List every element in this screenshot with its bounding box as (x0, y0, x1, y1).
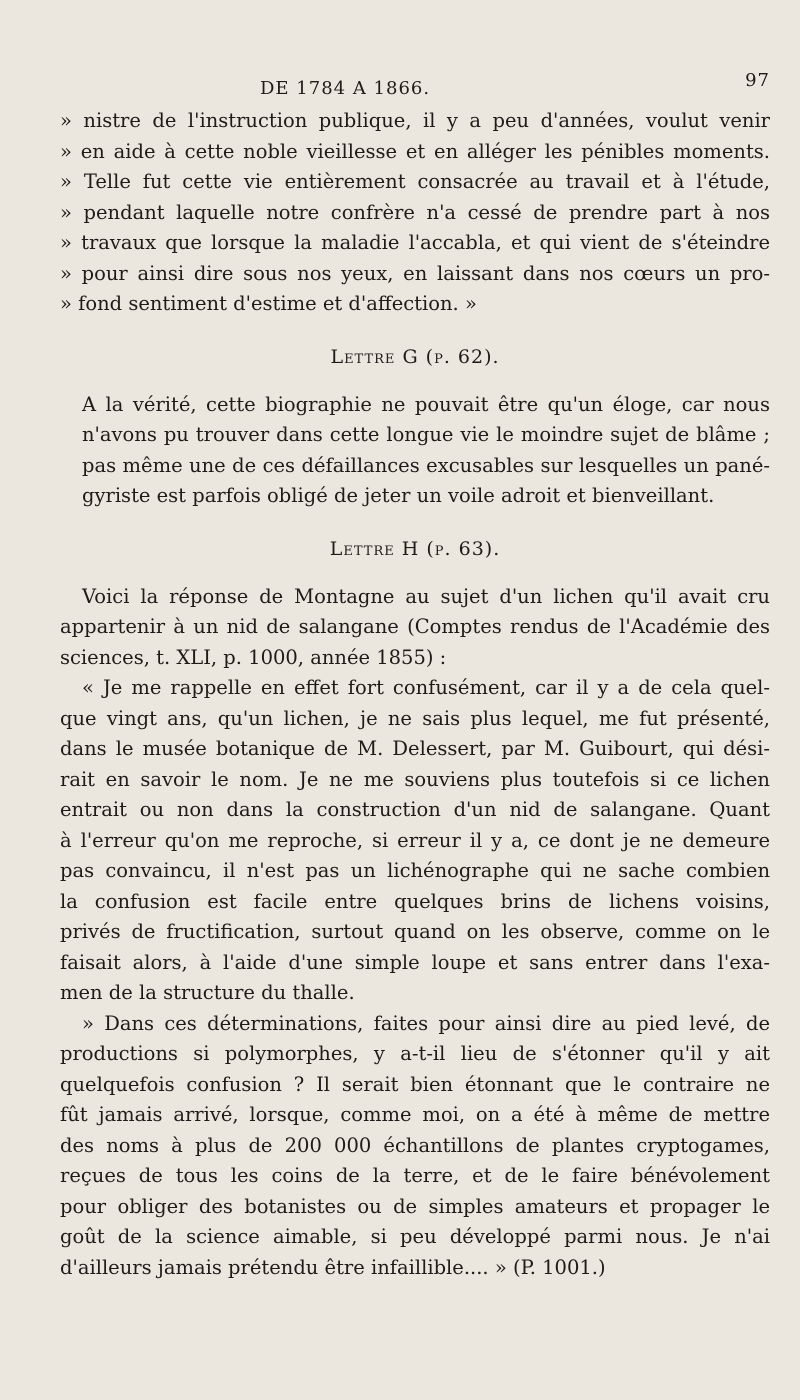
text-line: sciences, t. XLI, p. 1000, année 1855) : (60, 645, 447, 669)
text-line: » Telle fut cette vie entièrement consacrée au travail et à l'étude, (60, 170, 770, 193)
book-page (60, 70, 770, 1283)
text-line: n'avons pu trouver dans cette longue vie le moindre sujet de blâme ; (82, 423, 770, 446)
text-line: pas convaincu, il n'est pas un lichénographe qui ne sache combien (60, 859, 770, 882)
text-line: que vingt ans, qu'un lichen, je ne sais plus lequel, me fut présenté, (60, 706, 770, 730)
text-line: goût de la science aimable, si peu développé parmi nous. Je n'ai (60, 1225, 770, 1248)
text-line: A la vérité, cette biographie ne pouvait être qu'un éloge, car nous (82, 392, 770, 416)
paragraph-lettre-g (60, 390, 770, 512)
section-heading-lettre-h: Lettre H (p. 63). (329, 537, 501, 560)
text-line: « Je me rappelle en effet fort confusément, car il y a de cela quel- (82, 676, 770, 699)
text-line: à l'erreur qu'on me reproche, si erreur il y a, ce dont je ne demeure (60, 828, 770, 852)
text-line: privés de fructification, surtout quand on les observe, comme on le (60, 920, 770, 943)
text-line: » nistre de l'instruction publique, il y a peu d'années, voulut venir (60, 109, 770, 132)
text-line: productions si polymorphes, y a-t-il lieu de s'étonner qu'il y ait (60, 1042, 770, 1065)
text-line: faisait alors, à l'aide d'une simple loupe et sans entrer dans l'exa- (60, 950, 770, 974)
text-line: pour obliger des botanistes ou de simples amateurs et propager le (60, 1194, 770, 1218)
text-line: » pendant laquelle notre confrère n'a cessé de prendre part à nos (60, 200, 770, 224)
text-line: d'ailleurs jamais prétendu être infaillible.... » (P. 1001.) (60, 1255, 606, 1279)
text-line: » pour ainsi dire sous nos yeux, en laissant dans nos cœurs un pro- (60, 261, 770, 285)
text-line: entrait ou non dans la construction d'un nid de salangane. Quant (60, 798, 770, 821)
text-line: rait en savoir le nom. Je ne me souviens plus toutefois si ce lichen (60, 767, 770, 791)
running-head (60, 70, 770, 106)
text-line: men de la structure du thalle. (60, 981, 355, 1004)
text-line: pas même une de ces défaillances excusables sur lesquelles un pané- (82, 453, 770, 477)
text-line: fût jamais arrivé, lorsque, comme moi, on a été à même de mettre (60, 1103, 770, 1126)
text-line: dans le musée botanique de M. Delessert, par M. Guibourt, qui dési- (60, 737, 770, 760)
text-line: des noms à plus de 200 000 échantillons de plantes cryptogames, (60, 1133, 770, 1157)
text-line: appartenir à un nid de salangane (Comptes rendus de l'Académie des (60, 615, 770, 638)
text-line: reçues de tous les coins de la terre, et de le faire bénévolement (60, 1164, 770, 1187)
paragraph-lettre-h-quote-2 (60, 1009, 770, 1284)
text-line: gyriste est parfois obligé de jeter un voile adroit et bienveillant. (82, 484, 715, 507)
page-number: 97 (745, 70, 770, 91)
text-line: quelquefois confusion ? Il serait bien étonnant que le contraire ne (60, 1072, 770, 1096)
paragraph-lettre-h-intro (60, 582, 770, 674)
paragraph-lettre-h-quote-1 (60, 673, 770, 1009)
text-line: la confusion est facile entre quelques brins de lichens voisins, (60, 889, 770, 913)
text-line: » fond sentiment d'estime et d'affection. » (60, 292, 477, 315)
text-line: Voici la réponse de Montagne au sujet d'un lichen qu'il avait cru (82, 584, 770, 608)
text-line: » en aide à cette noble vieillesse et en alléger les pénibles moments. (60, 139, 770, 163)
section-heading-lettre-g: Lettre G (p. 62). (330, 345, 500, 368)
text-line: » Dans ces déterminations, faites pour ainsi dire au pied levé, de (82, 1011, 770, 1035)
running-title: DE 1784 A 1866. (260, 78, 431, 99)
opening-quote-paragraph (60, 106, 770, 320)
text-line: » travaux que lorsque la maladie l'accabla, et qui vient de s'éteindre (60, 231, 770, 254)
